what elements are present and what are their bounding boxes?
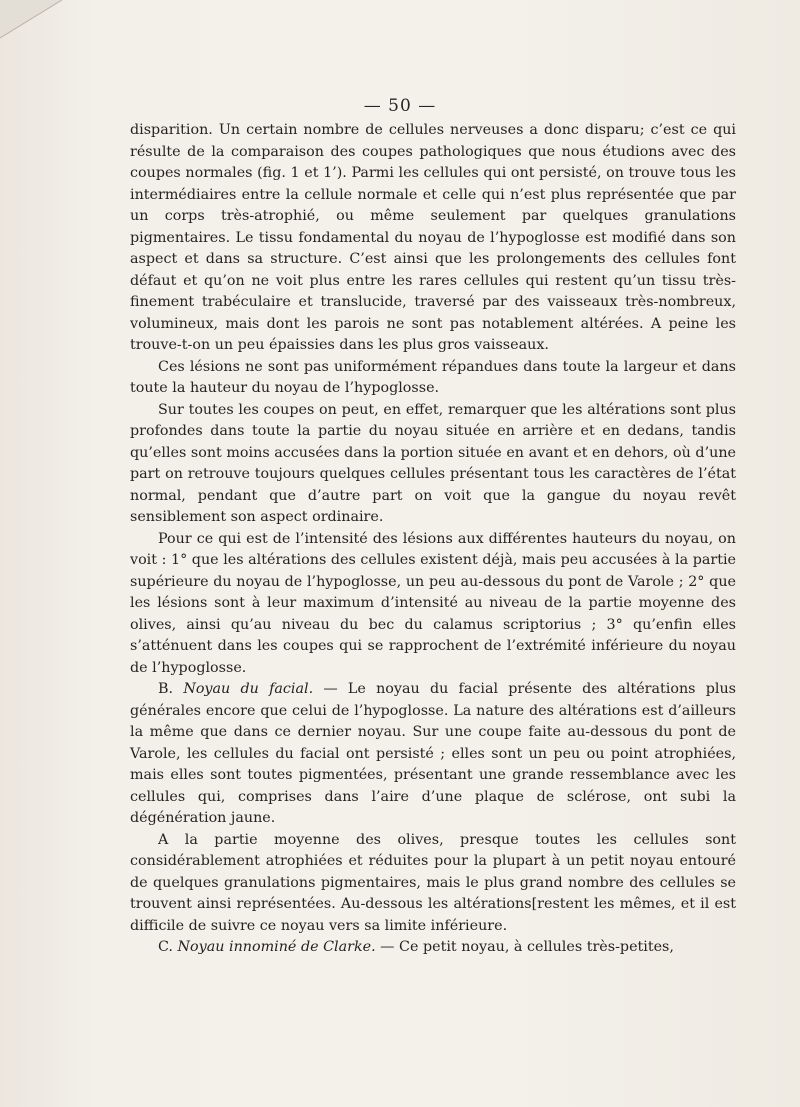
paragraph-7 bbox=[130, 937, 736, 959]
paragraph-5 bbox=[130, 679, 736, 830]
section-letter-c: C. bbox=[158, 939, 173, 955]
paragraph-1: disparition. Un certain nombre de cellules nerveuses a donc disparu; c’est ce qui résulte de la comparaison des coupes pathologiques que nous étudions avec des coupes normales (fig. 1 et 1’). Parmi les cellules qui ont persisté, on trouve tous les intermédiaires entre la cellule normale et celle qui n’est plus représentée que par un corps très-atrophié, ou même seulement par quelques granulations pigmentaires. Le tissu fondamental du noyau de l’hypoglosse est modifié dans son aspect et dans sa structure. C’est ainsi que les prolongements des cellules font défaut et qu’on ne voit plus entre les rares cellules qui restent qu’un tissu très-finement trabéculaire et translucide, traversé par des vaisseaux très-nombreux, volumineux, mais dont les parois ne sont pas notablement altérées. A peine les trouve-t-on un peu épaissies dans les plus gros vaisseaux. bbox=[130, 122, 736, 353]
paragraph-2: Ces lésions ne sont pas uniformément répandues dans toute la largeur et dans toute la hauteur du noyau de l’hypoglosse. bbox=[130, 358, 736, 396]
body-text bbox=[130, 120, 736, 959]
section-letter-b: B. bbox=[158, 681, 174, 697]
paragraph-5-body: — Le noyau du facial présente des altérations plus générales encore que celui de l’hypoglosse. La nature des altérations est d’ailleurs la même que dans ce dernier noyau. Sur une coupe faite au-dessous du pont de Varole, les cellules du facial ont persisté ; elles sont un peu ou point atrophiées, mais elles sont toutes pigmentées, présentant une grande ressemblance avec les cellules qui, comprises dans l’aire d’une plaque de sclérose, ont subi la dégénération jaune. bbox=[130, 681, 737, 826]
paragraph-6: A la partie moyenne des olives, presque toutes les cellules sont considérablement atrophiées et réduites pour la plupart à un petit noyau entouré de quelques granulations pigmentaires, mais le plus grand nombre des cellules se trouvent ainsi représentées. Au-dessous les altérations[restent les mêmes, et il est difficile de suivre ce noyau vers sa limite inférieure. bbox=[130, 831, 736, 934]
page-number: — 50 — bbox=[363, 96, 437, 116]
section-heading-clarke: Noyau innominé de Clarke. bbox=[177, 939, 376, 955]
paragraph-7-body: — Ce petit noyau, à cellules très-petites, bbox=[375, 939, 674, 955]
paragraph-4: Pour ce qui est de l’intensité des lésions aux différentes hauteurs du noyau, on voit : 1° que les altérations des cellules existent déjà, mais peu accusées à la partie supérieure du noyau de l’hypoglosse, un peu au-dessous du pont de Varole ; 2° que les lésions sont à leur maximum d’intensité au niveau de la partie moyenne des olives, ainsi qu’au niveau du bec du calamus scriptorius ; 3° qu’enfin elles s’atténuent dans les coupes qui se rapprochent de l’extrémité inférieure du noyau de l’hypoglosse. bbox=[130, 530, 736, 676]
page-corner-fold bbox=[0, 0, 70, 40]
paragraph-3: Sur toutes les coupes on peut, en effet, remarquer que les altérations sont plus profondes dans toute la partie du noyau située en arrière et en dedans, tandis qu’elles sont moins accusées dans la portion située en avant et en dehors, où d’une part on retrouve toujours quelques cellules présentant tous les caractères de l’état normal, pendant que d’autre part on voit que la gangue du noyau revêt sensiblement son aspect ordinaire. bbox=[130, 401, 736, 525]
section-heading-facial: Noyau du facial. bbox=[183, 681, 314, 697]
